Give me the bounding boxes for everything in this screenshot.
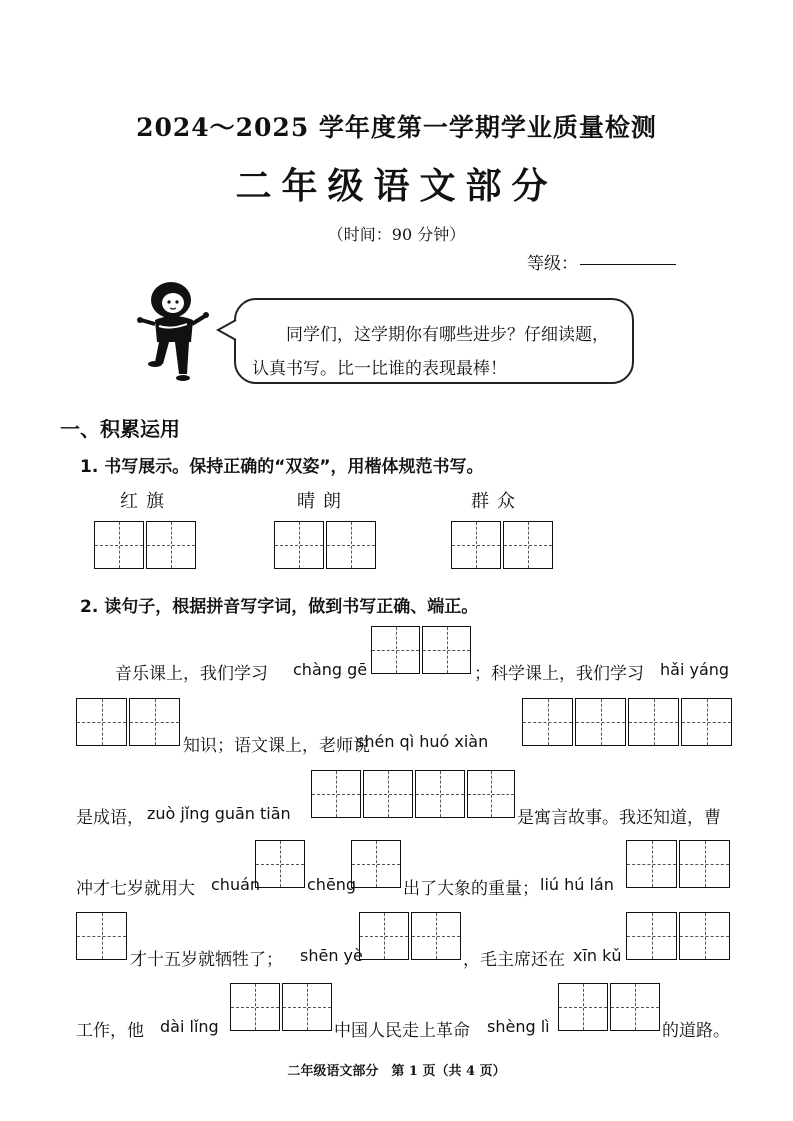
sentence-text: 工作，他: [76, 1021, 144, 1041]
writing-grid-box[interactable]: [681, 698, 732, 746]
writing-grid-box[interactable]: [129, 698, 180, 746]
word-3: 群众: [471, 491, 523, 512]
writing-grid-box[interactable]: [626, 912, 677, 960]
sentence-text: 是成语，: [76, 808, 144, 828]
page-footer: 二年级语文部分 第 1 页（共 4 页）: [287, 1064, 506, 1079]
writing-grid-box[interactable]: [467, 770, 515, 818]
writing-grid-box[interactable]: [415, 770, 465, 818]
writing-grid-box[interactable]: [371, 626, 420, 674]
writing-grid-box[interactable]: [311, 770, 361, 818]
writing-grid-box[interactable]: [679, 912, 730, 960]
sentence-text: 知识；语文课上，老师说: [183, 736, 370, 756]
grade-blank-line[interactable]: [580, 264, 676, 265]
pinyin-prompt: shén qì huó xiàn: [356, 732, 489, 751]
sentence-text: 的道路。: [662, 1021, 730, 1041]
page-subtitle: 二年级语文部分: [235, 165, 558, 207]
writing-grid-box[interactable]: [282, 983, 332, 1031]
sentence-text: 是寓言故事。我还知道，曹: [517, 808, 721, 828]
writing-grid-box[interactable]: [230, 983, 280, 1031]
writing-grid-box[interactable]: [422, 626, 471, 674]
grade-label: 等级：: [527, 254, 578, 274]
writing-grid-box[interactable]: [575, 698, 626, 746]
writing-grid-box[interactable]: [503, 521, 553, 569]
word-1: 红旗: [120, 491, 172, 512]
writing-grid-box[interactable]: [451, 521, 501, 569]
sentence-text: 中国人民走上革命: [334, 1021, 470, 1041]
cartoon-girl-illustration: [135, 280, 215, 385]
section-title: 一、积累运用: [60, 417, 180, 441]
exam-title: 2024～2025 学年度第一学期学业质量检测: [136, 113, 657, 142]
writing-grid-box[interactable]: [76, 698, 127, 746]
sentence-text: ，毛主席还在: [463, 950, 565, 970]
writing-grid-box[interactable]: [76, 912, 127, 960]
pinyin-prompt: chēng: [307, 875, 357, 894]
writing-grid-box[interactable]: [411, 912, 461, 960]
pinyin-prompt: chuán: [211, 875, 261, 894]
pinyin-prompt: xīn kǔ: [573, 946, 622, 965]
time-limit: （时间：90 分钟）: [327, 225, 466, 244]
writing-grid-box[interactable]: [326, 521, 376, 569]
sentence-text: ；科学课上，我们学习: [474, 664, 644, 684]
writing-grid-box[interactable]: [363, 770, 413, 818]
pinyin-prompt: zuò jǐng guān tiān: [147, 804, 291, 823]
sentence-text: 冲才七岁就用大: [76, 879, 195, 899]
pinyin-prompt: shēn yè: [300, 946, 363, 965]
writing-grid-box[interactable]: [522, 698, 573, 746]
writing-grid-box[interactable]: [610, 983, 660, 1031]
pinyin-prompt: dài lǐng: [160, 1017, 219, 1036]
pinyin-prompt: chàng gē: [293, 660, 368, 679]
pinyin-prompt: shèng lì: [487, 1017, 550, 1036]
question-2-title: 2. 读句子，根据拼音写字词，做到书写正确、端正。: [80, 597, 479, 617]
writing-grid-box[interactable]: [146, 521, 196, 569]
writing-grid-box[interactable]: [359, 912, 409, 960]
word-2: 晴朗: [297, 491, 349, 512]
pinyin-prompt: liú hú lán: [540, 875, 614, 894]
writing-grid-box[interactable]: [274, 521, 324, 569]
writing-grid-box[interactable]: [679, 840, 730, 888]
bubble-text: 同学们，这学期你有哪些进步？仔细读题，认真书写。比一比谁的表现最棒！: [252, 325, 609, 379]
sentence-text: 出了大象的重量；: [403, 879, 539, 899]
writing-grid-box[interactable]: [626, 840, 677, 888]
question-1-title: 1. 书写展示。保持正确的“双姿”，用楷体规范书写。: [80, 457, 484, 477]
sentence-text: 才十五岁就牺牲了；: [130, 950, 283, 970]
pinyin-prompt: hǎi yáng: [660, 660, 730, 679]
writing-grid-box[interactable]: [94, 521, 144, 569]
writing-grid-box[interactable]: [628, 698, 679, 746]
sentence-text: 音乐课上，我们学习: [115, 664, 268, 684]
writing-grid-box[interactable]: [351, 840, 401, 888]
writing-grid-box[interactable]: [255, 840, 305, 888]
speech-bubble-tail: [216, 318, 238, 344]
writing-grid-box[interactable]: [558, 983, 608, 1031]
